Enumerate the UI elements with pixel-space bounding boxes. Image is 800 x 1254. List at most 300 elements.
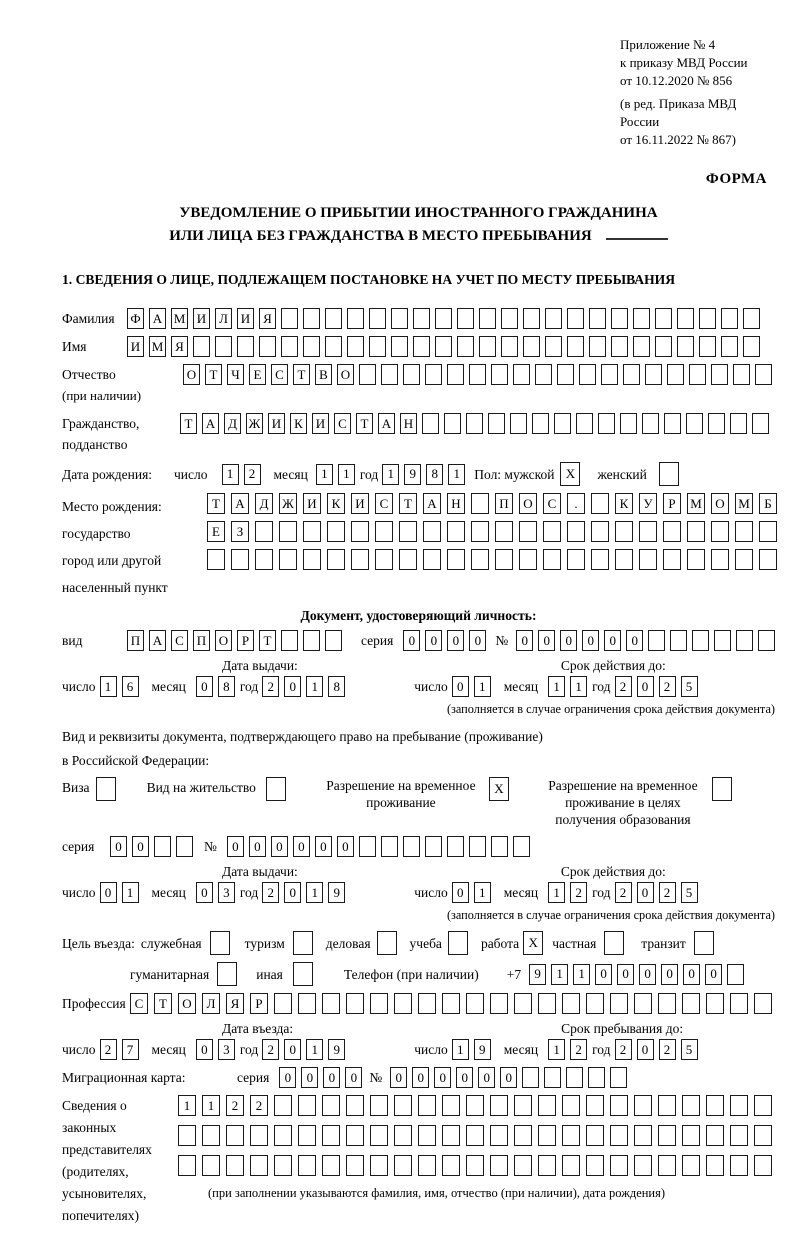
surname-cell[interactable] (743, 308, 760, 329)
representatives-cell[interactable] (658, 1125, 676, 1146)
firstname-cell[interactable] (413, 336, 430, 357)
birthplace-cell[interactable]: К (615, 493, 633, 514)
surname-cell[interactable] (479, 308, 496, 329)
birthplace-cell[interactable] (615, 549, 633, 570)
iddoc-number-cell[interactable]: 0 (626, 630, 643, 651)
birthplace-cell[interactable] (663, 549, 681, 570)
birthplace-cell[interactable]: М (687, 493, 705, 514)
birthplace-cell[interactable] (735, 521, 753, 542)
iddoc-issue-day-cell[interactable]: 6 (122, 676, 139, 697)
birthplace-cell[interactable]: К (327, 493, 345, 514)
profession-cell[interactable] (466, 993, 484, 1014)
firstname-cell[interactable] (611, 336, 628, 357)
patronymic-cell[interactable] (381, 364, 398, 385)
birthplace-cell[interactable] (687, 549, 705, 570)
birthplace-cell[interactable] (351, 549, 369, 570)
patronymic-cell[interactable] (733, 364, 750, 385)
profession-cell[interactable]: О (178, 993, 196, 1014)
surname-cell[interactable] (633, 308, 650, 329)
firstname-cell[interactable] (347, 336, 364, 357)
entry-year-cell[interactable]: 9 (328, 1039, 345, 1060)
representatives-cell[interactable] (202, 1125, 220, 1146)
representatives-cell[interactable] (178, 1155, 196, 1176)
citizenship-cell[interactable] (488, 413, 505, 434)
patronymic-cell[interactable] (491, 364, 508, 385)
profession-cell[interactable] (370, 993, 388, 1014)
birthplace-cell[interactable] (591, 521, 609, 542)
iddoc-kind-cell[interactable] (325, 630, 342, 651)
permit-number-cell[interactable]: 0 (293, 836, 310, 857)
citizenship-cell[interactable] (708, 413, 725, 434)
firstname-cell[interactable] (699, 336, 716, 357)
birthplace-cell[interactable]: Р (663, 493, 681, 514)
birthplace-cell[interactable]: А (423, 493, 441, 514)
representatives-cell[interactable] (466, 1125, 484, 1146)
sex-male-checkbox[interactable]: X (560, 462, 580, 486)
permit-issue-month-cell[interactable]: 0 (196, 882, 213, 903)
surname-cell[interactable]: А (149, 308, 166, 329)
citizenship-cell[interactable]: Д (224, 413, 241, 434)
firstname-cell[interactable] (589, 336, 606, 357)
birthplace-cell[interactable] (519, 521, 537, 542)
stay-day-cell[interactable]: 9 (474, 1039, 491, 1060)
permit-series-cell[interactable] (176, 836, 193, 857)
iddoc-valid-month-cell[interactable]: 1 (570, 676, 587, 697)
birthplace-cell[interactable] (399, 521, 417, 542)
profession-cell[interactable] (274, 993, 292, 1014)
representatives-cell[interactable] (274, 1155, 292, 1176)
iddoc-series-cell[interactable]: 0 (425, 630, 442, 651)
surname-cell[interactable]: И (193, 308, 210, 329)
representatives-cell[interactable] (658, 1155, 676, 1176)
citizenship-cell[interactable]: К (290, 413, 307, 434)
permit-valid-month-cell[interactable]: 1 (548, 882, 565, 903)
phone-digit-cell[interactable]: 1 (573, 964, 590, 985)
representatives-cell[interactable] (466, 1155, 484, 1176)
profession-cell[interactable]: Р (250, 993, 268, 1014)
iddoc-issue-year-cell[interactable]: 1 (306, 676, 323, 697)
birthplace-cell[interactable] (255, 549, 273, 570)
stay-month-cell[interactable]: 1 (548, 1039, 565, 1060)
permit-valid-month-cell[interactable]: 2 (570, 882, 587, 903)
profession-cell[interactable] (706, 993, 724, 1014)
permit-issue-year-cell[interactable]: 0 (284, 882, 301, 903)
migcard-series-cell[interactable]: 0 (345, 1067, 362, 1088)
birthplace-cell[interactable]: И (303, 493, 321, 514)
profession-cell[interactable]: Я (226, 993, 244, 1014)
representatives-cell[interactable] (418, 1155, 436, 1176)
iddoc-valid-month-cell[interactable]: 1 (548, 676, 565, 697)
profession-cell[interactable]: Т (154, 993, 172, 1014)
birthplace-cell[interactable] (279, 521, 297, 542)
firstname-cell[interactable] (721, 336, 738, 357)
profession-cell[interactable] (658, 993, 676, 1014)
phone-digit-cell[interactable]: 0 (595, 964, 612, 985)
representatives-cell[interactable] (634, 1155, 652, 1176)
representatives-cell[interactable] (274, 1125, 292, 1146)
citizenship-cell[interactable]: А (202, 413, 219, 434)
representatives-cell[interactable] (466, 1095, 484, 1116)
representatives-cell[interactable] (298, 1095, 316, 1116)
permit-number-cell[interactable]: 0 (271, 836, 288, 857)
birthplace-cell[interactable] (519, 549, 537, 570)
permit-number-cell[interactable] (447, 836, 464, 857)
representatives-cell[interactable] (586, 1155, 604, 1176)
migcard-number-cell[interactable]: 0 (412, 1067, 429, 1088)
representatives-cell[interactable] (538, 1095, 556, 1116)
representatives-cell[interactable] (562, 1095, 580, 1116)
birth-month-cell[interactable]: 1 (316, 464, 333, 485)
iddoc-number-cell[interactable]: 0 (582, 630, 599, 651)
representatives-cell[interactable] (586, 1095, 604, 1116)
profession-cell[interactable] (562, 993, 580, 1014)
birthplace-cell[interactable] (471, 549, 489, 570)
patronymic-cell[interactable] (623, 364, 640, 385)
permit-issue-month-cell[interactable]: 3 (218, 882, 235, 903)
surname-cell[interactable]: Л (215, 308, 232, 329)
representatives-cell[interactable] (274, 1095, 292, 1116)
birth-day-cell[interactable]: 1 (222, 464, 239, 485)
entry-year-cell[interactable]: 0 (284, 1039, 301, 1060)
profession-cell[interactable] (682, 993, 700, 1014)
birthplace-cell[interactable] (591, 549, 609, 570)
surname-cell[interactable] (721, 308, 738, 329)
representatives-cell[interactable] (730, 1155, 748, 1176)
surname-cell[interactable]: Ф (127, 308, 144, 329)
firstname-cell[interactable] (655, 336, 672, 357)
purpose-humanitarian-checkbox[interactable] (217, 962, 237, 986)
birthplace-cell[interactable] (591, 493, 609, 514)
birthplace-cell[interactable]: Ж (279, 493, 297, 514)
iddoc-number-cell[interactable] (648, 630, 665, 651)
firstname-cell[interactable] (237, 336, 254, 357)
citizenship-cell[interactable] (686, 413, 703, 434)
birthplace-cell[interactable] (687, 521, 705, 542)
representatives-cell[interactable] (514, 1095, 532, 1116)
patronymic-cell[interactable]: В (315, 364, 332, 385)
profession-cell[interactable] (754, 993, 772, 1014)
firstname-cell[interactable] (677, 336, 694, 357)
birthplace-cell[interactable] (495, 549, 513, 570)
birthplace-cell[interactable]: У (639, 493, 657, 514)
birthplace-cell[interactable] (399, 549, 417, 570)
permit-series-cell[interactable] (154, 836, 171, 857)
citizenship-cell[interactable]: С (334, 413, 351, 434)
birthplace-cell[interactable] (375, 549, 393, 570)
patronymic-cell[interactable]: О (183, 364, 200, 385)
permit-issue-year-cell[interactable]: 9 (328, 882, 345, 903)
firstname-cell[interactable] (633, 336, 650, 357)
permit-valid-year-cell[interactable]: 2 (659, 882, 676, 903)
representatives-cell[interactable] (298, 1125, 316, 1146)
surname-cell[interactable] (325, 308, 342, 329)
firstname-cell[interactable] (193, 336, 210, 357)
migcard-number-cell[interactable] (588, 1067, 605, 1088)
profession-cell[interactable]: Л (202, 993, 220, 1014)
purpose-business-checkbox[interactable] (377, 931, 397, 955)
surname-cell[interactable] (523, 308, 540, 329)
surname-cell[interactable] (677, 308, 694, 329)
firstname-cell[interactable]: М (149, 336, 166, 357)
migcard-number-cell[interactable]: 0 (478, 1067, 495, 1088)
patronymic-cell[interactable] (557, 364, 574, 385)
representatives-cell[interactable] (394, 1125, 412, 1146)
iddoc-kind-cell[interactable]: П (193, 630, 210, 651)
rvpo-checkbox[interactable] (712, 777, 732, 801)
birthplace-cell[interactable]: С (543, 493, 561, 514)
birthplace-cell[interactable] (303, 549, 321, 570)
representatives-cell[interactable] (634, 1125, 652, 1146)
birthplace-cell[interactable] (279, 549, 297, 570)
representatives-cell[interactable]: 2 (250, 1095, 268, 1116)
firstname-cell[interactable] (303, 336, 320, 357)
entry-year-cell[interactable]: 1 (306, 1039, 323, 1060)
migcard-number-cell[interactable] (610, 1067, 627, 1088)
phone-digit-cell[interactable]: 9 (529, 964, 546, 985)
firstname-cell[interactable] (457, 336, 474, 357)
iddoc-kind-cell[interactable]: А (149, 630, 166, 651)
permit-number-cell[interactable] (403, 836, 420, 857)
representatives-cell[interactable] (682, 1155, 700, 1176)
phone-digit-cell[interactable]: 0 (683, 964, 700, 985)
birthplace-cell[interactable] (567, 549, 585, 570)
sex-female-checkbox[interactable] (659, 462, 679, 486)
birthplace-cell[interactable]: О (711, 493, 729, 514)
citizenship-cell[interactable] (620, 413, 637, 434)
representatives-cell[interactable] (538, 1125, 556, 1146)
patronymic-cell[interactable] (579, 364, 596, 385)
entry-day-cell[interactable]: 7 (122, 1039, 139, 1060)
patronymic-cell[interactable] (535, 364, 552, 385)
iddoc-number-cell[interactable] (714, 630, 731, 651)
migcard-number-cell[interactable] (522, 1067, 539, 1088)
birthplace-cell[interactable] (231, 549, 249, 570)
patronymic-cell[interactable] (755, 364, 772, 385)
permit-valid-day-cell[interactable]: 1 (474, 882, 491, 903)
birthplace-cell[interactable]: И (351, 493, 369, 514)
iddoc-issue-year-cell[interactable]: 0 (284, 676, 301, 697)
visa-checkbox[interactable] (96, 777, 116, 801)
birthplace-cell[interactable] (663, 521, 681, 542)
surname-cell[interactable] (545, 308, 562, 329)
citizenship-cell[interactable] (664, 413, 681, 434)
representatives-cell[interactable] (442, 1155, 460, 1176)
birthplace-cell[interactable] (615, 521, 633, 542)
permit-valid-year-cell[interactable]: 5 (681, 882, 698, 903)
patronymic-cell[interactable]: Т (293, 364, 310, 385)
representatives-cell[interactable] (754, 1155, 772, 1176)
profession-cell[interactable]: С (130, 993, 148, 1014)
profession-cell[interactable] (298, 993, 316, 1014)
stay-year-cell[interactable]: 2 (659, 1039, 676, 1060)
firstname-cell[interactable] (391, 336, 408, 357)
iddoc-issue-month-cell[interactable]: 8 (218, 676, 235, 697)
iddoc-valid-day-cell[interactable]: 1 (474, 676, 491, 697)
permit-valid-year-cell[interactable]: 0 (637, 882, 654, 903)
representatives-cell[interactable] (394, 1155, 412, 1176)
birth-year-cell[interactable]: 1 (448, 464, 465, 485)
surname-cell[interactable] (611, 308, 628, 329)
citizenship-cell[interactable]: Ж (246, 413, 263, 434)
representatives-cell[interactable] (370, 1095, 388, 1116)
birthplace-cell[interactable] (711, 521, 729, 542)
entry-year-cell[interactable]: 2 (262, 1039, 279, 1060)
purpose-tourism-checkbox[interactable] (293, 931, 313, 955)
entry-month-cell[interactable]: 0 (196, 1039, 213, 1060)
iddoc-number-cell[interactable] (736, 630, 753, 651)
surname-cell[interactable] (567, 308, 584, 329)
birthplace-cell[interactable]: Н (447, 493, 465, 514)
representatives-cell[interactable] (322, 1125, 340, 1146)
migcard-series-cell[interactable]: 0 (301, 1067, 318, 1088)
birthplace-cell[interactable] (495, 521, 513, 542)
firstname-cell[interactable] (325, 336, 342, 357)
representatives-cell[interactable] (418, 1125, 436, 1146)
citizenship-cell[interactable] (752, 413, 769, 434)
patronymic-cell[interactable] (689, 364, 706, 385)
permit-issue-day-cell[interactable]: 1 (122, 882, 139, 903)
phone-digit-cell[interactable]: 1 (551, 964, 568, 985)
phone-digit-cell[interactable]: 0 (617, 964, 634, 985)
birthplace-cell[interactable] (207, 549, 225, 570)
permit-valid-year-cell[interactable]: 2 (615, 882, 632, 903)
representatives-cell[interactable] (730, 1095, 748, 1116)
birthplace-cell[interactable] (639, 549, 657, 570)
birthplace-cell[interactable] (735, 549, 753, 570)
purpose-other-checkbox[interactable] (293, 962, 313, 986)
citizenship-cell[interactable]: Н (400, 413, 417, 434)
citizenship-cell[interactable]: И (268, 413, 285, 434)
iddoc-valid-year-cell[interactable]: 5 (681, 676, 698, 697)
representatives-cell[interactable] (322, 1095, 340, 1116)
patronymic-cell[interactable] (667, 364, 684, 385)
migcard-number-cell[interactable]: 0 (456, 1067, 473, 1088)
representatives-cell[interactable] (754, 1125, 772, 1146)
representatives-cell[interactable] (298, 1155, 316, 1176)
migcard-number-cell[interactable]: 0 (434, 1067, 451, 1088)
representatives-cell[interactable] (754, 1095, 772, 1116)
birthplace-cell[interactable]: А (231, 493, 249, 514)
patronymic-cell[interactable] (469, 364, 486, 385)
migcard-number-cell[interactable]: 0 (500, 1067, 517, 1088)
firstname-cell[interactable] (435, 336, 452, 357)
permit-number-cell[interactable]: 0 (337, 836, 354, 857)
migcard-series-cell[interactable]: 0 (279, 1067, 296, 1088)
firstname-cell[interactable] (369, 336, 386, 357)
permit-number-cell[interactable] (381, 836, 398, 857)
patronymic-cell[interactable]: О (337, 364, 354, 385)
representatives-cell[interactable] (634, 1095, 652, 1116)
iddoc-kind-cell[interactable]: П (127, 630, 144, 651)
permit-number-cell[interactable]: 0 (227, 836, 244, 857)
stay-year-cell[interactable]: 0 (637, 1039, 654, 1060)
surname-cell[interactable] (435, 308, 452, 329)
firstname-cell[interactable] (523, 336, 540, 357)
citizenship-cell[interactable]: Т (180, 413, 197, 434)
permit-valid-day-cell[interactable]: 0 (452, 882, 469, 903)
migcard-number-cell[interactable] (566, 1067, 583, 1088)
birthplace-cell[interactable]: Е (207, 521, 225, 542)
citizenship-cell[interactable] (532, 413, 549, 434)
entry-day-cell[interactable]: 2 (100, 1039, 117, 1060)
patronymic-cell[interactable] (403, 364, 420, 385)
representatives-cell[interactable] (370, 1125, 388, 1146)
representatives-cell[interactable] (730, 1125, 748, 1146)
iddoc-valid-year-cell[interactable]: 0 (637, 676, 654, 697)
birthplace-cell[interactable] (447, 549, 465, 570)
representatives-cell[interactable] (490, 1155, 508, 1176)
citizenship-cell[interactable]: И (312, 413, 329, 434)
representatives-cell[interactable]: 2 (226, 1095, 244, 1116)
birthplace-cell[interactable] (447, 521, 465, 542)
birth-year-cell[interactable]: 1 (382, 464, 399, 485)
patronymic-cell[interactable]: Ч (227, 364, 244, 385)
residence-checkbox[interactable] (266, 777, 286, 801)
iddoc-number-cell[interactable] (758, 630, 775, 651)
representatives-cell[interactable] (514, 1155, 532, 1176)
iddoc-number-cell[interactable]: 0 (604, 630, 621, 651)
birthplace-cell[interactable]: З (231, 521, 249, 542)
citizenship-cell[interactable] (466, 413, 483, 434)
birth-day-cell[interactable]: 2 (244, 464, 261, 485)
permit-issue-year-cell[interactable]: 2 (262, 882, 279, 903)
patronymic-cell[interactable] (711, 364, 728, 385)
birthplace-cell[interactable] (711, 549, 729, 570)
birthplace-cell[interactable] (375, 521, 393, 542)
surname-cell[interactable] (369, 308, 386, 329)
representatives-cell[interactable] (226, 1125, 244, 1146)
permit-number-cell[interactable] (491, 836, 508, 857)
profession-cell[interactable] (322, 993, 340, 1014)
birthplace-cell[interactable] (351, 521, 369, 542)
iddoc-kind-cell[interactable]: С (171, 630, 188, 651)
representatives-cell[interactable] (514, 1125, 532, 1146)
surname-cell[interactable] (655, 308, 672, 329)
citizenship-cell[interactable] (598, 413, 615, 434)
permit-number-cell[interactable]: 0 (315, 836, 332, 857)
representatives-cell[interactable]: 1 (202, 1095, 220, 1116)
iddoc-issue-year-cell[interactable]: 2 (262, 676, 279, 697)
birthplace-cell[interactable]: М (735, 493, 753, 514)
iddoc-valid-year-cell[interactable]: 2 (615, 676, 632, 697)
birthplace-cell[interactable]: Т (207, 493, 225, 514)
profession-cell[interactable] (490, 993, 508, 1014)
migcard-number-cell[interactable]: 0 (390, 1067, 407, 1088)
stay-year-cell[interactable]: 2 (615, 1039, 632, 1060)
profession-cell[interactable] (586, 993, 604, 1014)
iddoc-series-cell[interactable]: 0 (403, 630, 420, 651)
representatives-cell[interactable] (490, 1125, 508, 1146)
birthplace-cell[interactable] (759, 521, 777, 542)
citizenship-cell[interactable] (576, 413, 593, 434)
representatives-cell[interactable] (322, 1155, 340, 1176)
iddoc-issue-day-cell[interactable]: 1 (100, 676, 117, 697)
permit-series-cell[interactable]: 0 (110, 836, 127, 857)
firstname-cell[interactable] (479, 336, 496, 357)
firstname-cell[interactable]: И (127, 336, 144, 357)
entry-month-cell[interactable]: 3 (218, 1039, 235, 1060)
birth-month-cell[interactable]: 1 (338, 464, 355, 485)
patronymic-cell[interactable] (513, 364, 530, 385)
purpose-official-checkbox[interactable] (210, 931, 230, 955)
birthplace-cell[interactable]: П (495, 493, 513, 514)
representatives-cell[interactable] (346, 1095, 364, 1116)
permit-issue-day-cell[interactable]: 0 (100, 882, 117, 903)
birth-year-cell[interactable]: 8 (426, 464, 443, 485)
representatives-cell[interactable] (610, 1095, 628, 1116)
permit-number-cell[interactable] (469, 836, 486, 857)
iddoc-number-cell[interactable] (692, 630, 709, 651)
